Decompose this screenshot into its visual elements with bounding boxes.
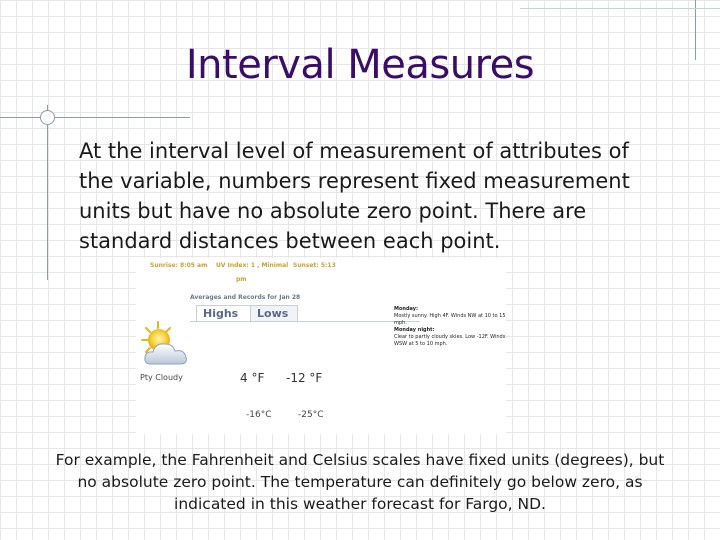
records-title: Averages and Records for Jan 28 bbox=[190, 294, 301, 301]
tab-highs[interactable]: Highs bbox=[196, 305, 258, 322]
low-temp-f: -12 °F bbox=[286, 371, 323, 385]
sunrise-text: Sunrise: 8:05 am bbox=[150, 262, 208, 269]
slide-body-text: At the interval level of measurement of attributes of the variable, numbers represent fixed measurement units but have no absolute zero point. There are standard distances between each point. bbox=[79, 139, 630, 253]
decorative-line bbox=[47, 105, 48, 280]
day-text: Mostly sunny. High 4F. Winds NW at 10 to 15 mph. bbox=[394, 313, 506, 326]
condition-label: Pty Cloudy bbox=[140, 373, 183, 382]
uv-index-text: UV Index: 1 , Minimal bbox=[216, 262, 289, 269]
decorative-line bbox=[520, 8, 720, 9]
night-heading: Monday night: bbox=[394, 327, 435, 333]
sunset-text: Sunset: 5:13 bbox=[293, 262, 336, 269]
high-temp-f: 4 °F bbox=[240, 371, 265, 385]
slide-caption: For example, the Fahrenheit and Celsius scales have fixed units (degrees), but no absolute zero point. The temperature can definitely go below zero, as indicated in this weather forecast for Fargo, ND. bbox=[55, 451, 665, 513]
decorative-circle bbox=[40, 110, 55, 125]
day-forecast bbox=[394, 306, 506, 327]
tab-lows[interactable]: Lows bbox=[250, 305, 298, 322]
decorative-line bbox=[0, 117, 190, 118]
tab-divider bbox=[190, 321, 420, 322]
partly-cloudy-sun-icon bbox=[140, 318, 192, 374]
sunset-pm-text: pm bbox=[236, 276, 247, 283]
low-temp-c: -25°C bbox=[298, 410, 324, 420]
night-text: Clear to partly cloudy skies. Low -12F. Winds WSW at 5 to 10 mph. bbox=[394, 334, 506, 347]
high-temp-c: -16°C bbox=[246, 410, 272, 420]
slide-title: Interval Measures bbox=[185, 42, 535, 88]
night-forecast bbox=[394, 327, 506, 348]
day-heading: Monday: bbox=[394, 306, 419, 312]
weather-forecast-image bbox=[136, 258, 506, 434]
